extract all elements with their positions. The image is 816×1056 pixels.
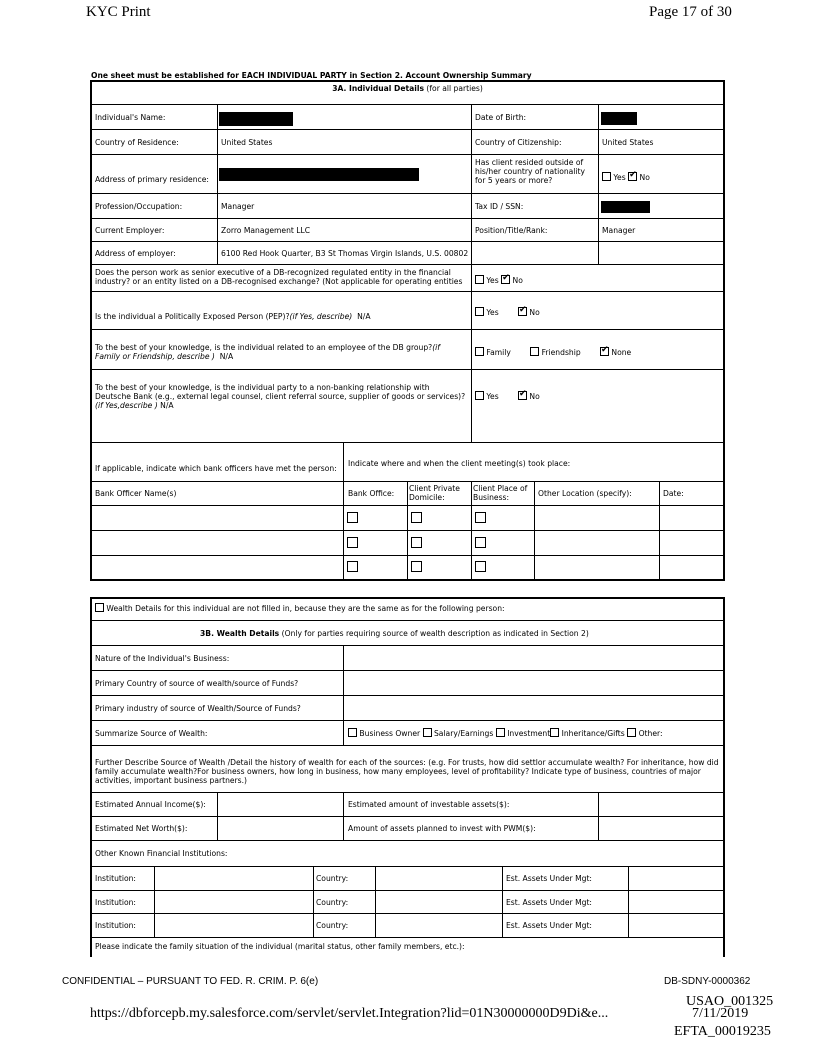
yes-checkbox[interactable] xyxy=(602,172,611,181)
wealth-source-options: Business Owner Salary/Earnings Investment Inheritance/Gifts Other: xyxy=(348,728,663,738)
meeting-checkbox[interactable] xyxy=(475,512,486,523)
address-redaction xyxy=(219,168,419,181)
meeting-checkbox[interactable] xyxy=(347,561,358,572)
page-number: Page 17 of 30 xyxy=(649,4,732,20)
country-col-label: Country: xyxy=(316,874,349,883)
country-col-label: Country: xyxy=(316,921,349,930)
other-checkbox[interactable] xyxy=(627,728,636,737)
meeting-checkbox[interactable] xyxy=(411,537,422,548)
efta-stamp: EFTA_00019235 xyxy=(674,1024,771,1039)
meeting-checkbox[interactable] xyxy=(475,561,486,572)
print-header-left: KYC Print xyxy=(86,4,151,20)
name-redaction xyxy=(219,112,293,126)
institution-label: Institution: xyxy=(95,874,136,883)
aum-label: Est. Assets Under Mgt: xyxy=(506,921,592,930)
employer-value: Zorro Management LLC xyxy=(221,226,311,235)
position-label: Position/Title/Rank: xyxy=(475,226,548,235)
inheritance-checkbox[interactable] xyxy=(550,728,559,737)
bates-number: DB-SDNY-0000362 xyxy=(664,976,751,987)
family-checkbox[interactable] xyxy=(475,347,484,356)
business-owner-checkbox[interactable] xyxy=(348,728,357,737)
residence-value: United States xyxy=(221,138,273,147)
other-institutions-label: Other Known Financial Institutions: xyxy=(95,849,228,858)
ssn-redaction xyxy=(601,201,650,213)
networth-label: Estimated Net Worth($): xyxy=(95,824,188,833)
meeting-checkbox[interactable] xyxy=(347,537,358,548)
meeting-checkbox[interactable] xyxy=(347,512,358,523)
source-url: https://dbforcepb.my.salesforce.com/servlet/servlet.Integration?lid=01N30000000D9Di&e... xyxy=(90,1006,609,1021)
senior-answer: Yes ✔ No xyxy=(475,275,523,285)
outside-question: Has client resided outside of his/her country of nationality for 5 years or more? xyxy=(475,158,586,185)
meeting-checkbox[interactable] xyxy=(475,537,486,548)
print-date: 7/11/2019 xyxy=(692,1006,749,1021)
aum-label: Est. Assets Under Mgt: xyxy=(506,874,592,883)
nonbanking-question: To the best of your knowledge, is the individual party to a non-banking relationship with Deutsche Bank (e.g., external legal counsel, client referral source, supplier of goods or services)? (if Yes,describe ) N/A xyxy=(95,383,466,410)
employer-address-label: Address of employer: xyxy=(95,249,176,258)
confidential-notice: CONFIDENTIAL – PURSUANT TO FED. R. CRIM. P. 6(e) xyxy=(62,976,319,987)
yes-checkbox[interactable] xyxy=(475,307,484,316)
usao-stamp: USAO_001325 xyxy=(686,994,774,1009)
same-as-checkbox[interactable] xyxy=(95,603,104,612)
aum-label: Est. Assets Under Mgt: xyxy=(506,898,592,907)
no-checkbox[interactable] xyxy=(628,172,637,181)
yes-checkbox[interactable] xyxy=(475,275,484,284)
same-as-row: Wealth Details for this individual are not filled in, because they are the same as for the following person: xyxy=(95,603,505,613)
profession-value: Manager xyxy=(221,202,255,211)
section-3a-title: 3A. Individual Details (for all parties) xyxy=(332,84,483,93)
meeting-checkbox[interactable] xyxy=(411,512,422,523)
industry-label: Primary industry of source of Wealth/Source of Funds? xyxy=(95,704,301,713)
name-label: Individual's Name: xyxy=(95,113,166,122)
no-checkbox[interactable] xyxy=(518,307,527,316)
related-question: To the best of your knowledge, is the individual related to an employee of the DB group?(if Family or Friendship, describe ) N/A xyxy=(95,343,440,361)
family-situation-label: Please indicate the family situation of the individual (marital status, other family members, etc.): xyxy=(95,942,465,951)
investment-checkbox[interactable] xyxy=(496,728,505,737)
yes-checkbox[interactable] xyxy=(475,391,484,400)
outside-answer: Yes ✔ No xyxy=(602,172,650,182)
country-col-label: Country: xyxy=(316,898,349,907)
pwm-label: Amount of assets planned to invest with PWM($): xyxy=(348,824,536,833)
income-label: Estimated Annual Income($): xyxy=(95,800,206,809)
dob-label: Date of Birth: xyxy=(475,113,527,122)
position-value: Manager xyxy=(602,226,636,235)
employer-label: Current Employer: xyxy=(95,226,165,235)
col-bank-office: Bank Office: xyxy=(348,489,395,498)
nature-label: Nature of the Individual's Business: xyxy=(95,654,230,663)
further-describe: Further Describe Source of Wealth /Detail the history of wealth for each of the sources: (e.g. For trusts, how did settlor accumulate wealth? For inheritance, how did family accumulate wealth?For business owners, how long in business, how many employees, level of profitability? Indicate type of business, countries of major activities, important business partners.) xyxy=(95,758,719,785)
institution-label: Institution: xyxy=(95,921,136,930)
no-checkbox[interactable] xyxy=(501,275,510,284)
address-label: Address of primary residence: xyxy=(95,175,209,184)
citizenship-value: United States xyxy=(602,138,654,147)
nonbanking-answer: Yes ✔ No xyxy=(475,391,540,401)
tax-label: Tax ID / SSN: xyxy=(475,202,524,211)
friendship-checkbox[interactable] xyxy=(530,347,539,356)
notice: One sheet must be established for EACH INDIVIDUAL PARTY in Section 2. Account Ownership Summary xyxy=(91,71,532,80)
section-3b-title: 3B. Wealth Details (Only for parties requiring source of wealth description as indicated in Section 2) xyxy=(200,629,589,638)
citizenship-label: Country of Citizenship: xyxy=(475,138,562,147)
salary-checkbox[interactable] xyxy=(423,728,432,737)
related-answer: Family Friendship ✔ None xyxy=(475,347,631,357)
investable-label: Estimated amount of investable assets($): xyxy=(348,800,510,809)
country-label: Primary Country of source of wealth/source of Funds? xyxy=(95,679,299,688)
institution-label: Institution: xyxy=(95,898,136,907)
residence-label: Country of Residence: xyxy=(95,138,179,147)
col-domicile: Client Private Domicile: xyxy=(409,484,460,502)
profession-label: Profession/Occupation: xyxy=(95,202,183,211)
no-checkbox[interactable] xyxy=(518,391,527,400)
officers-question: If applicable, indicate which bank officers have met the person: xyxy=(95,464,337,473)
pep-answer: Yes ✔ No xyxy=(475,307,540,317)
none-checkbox[interactable] xyxy=(600,347,609,356)
meeting-checkbox[interactable] xyxy=(411,561,422,572)
summarize-label: Summarize Source of Wealth: xyxy=(95,729,208,738)
col-officer: Bank Officer Name(s) xyxy=(95,489,177,498)
pep-question: Is the individual a Politically Exposed Person (PEP)?(if Yes, describe) N/A xyxy=(95,312,371,321)
employer-address-value: 6100 Red Hook Quarter, B3 St Thomas Virgin Islands, U.S. 00802 xyxy=(221,249,469,258)
dob-redaction xyxy=(601,112,637,125)
col-date: Date: xyxy=(663,489,684,498)
col-other: Other Location (specify): xyxy=(538,489,632,498)
senior-question: Does the person work as senior executive of a DB-recognized regulated entity in the financial industry? or an entity listed on a DB-recognised exchange? (Not applicable for operating entities xyxy=(95,268,463,286)
meeting-question: Indicate where and when the client meeting(s) took place: xyxy=(348,459,571,468)
col-business: Client Place of Business: xyxy=(473,484,528,502)
